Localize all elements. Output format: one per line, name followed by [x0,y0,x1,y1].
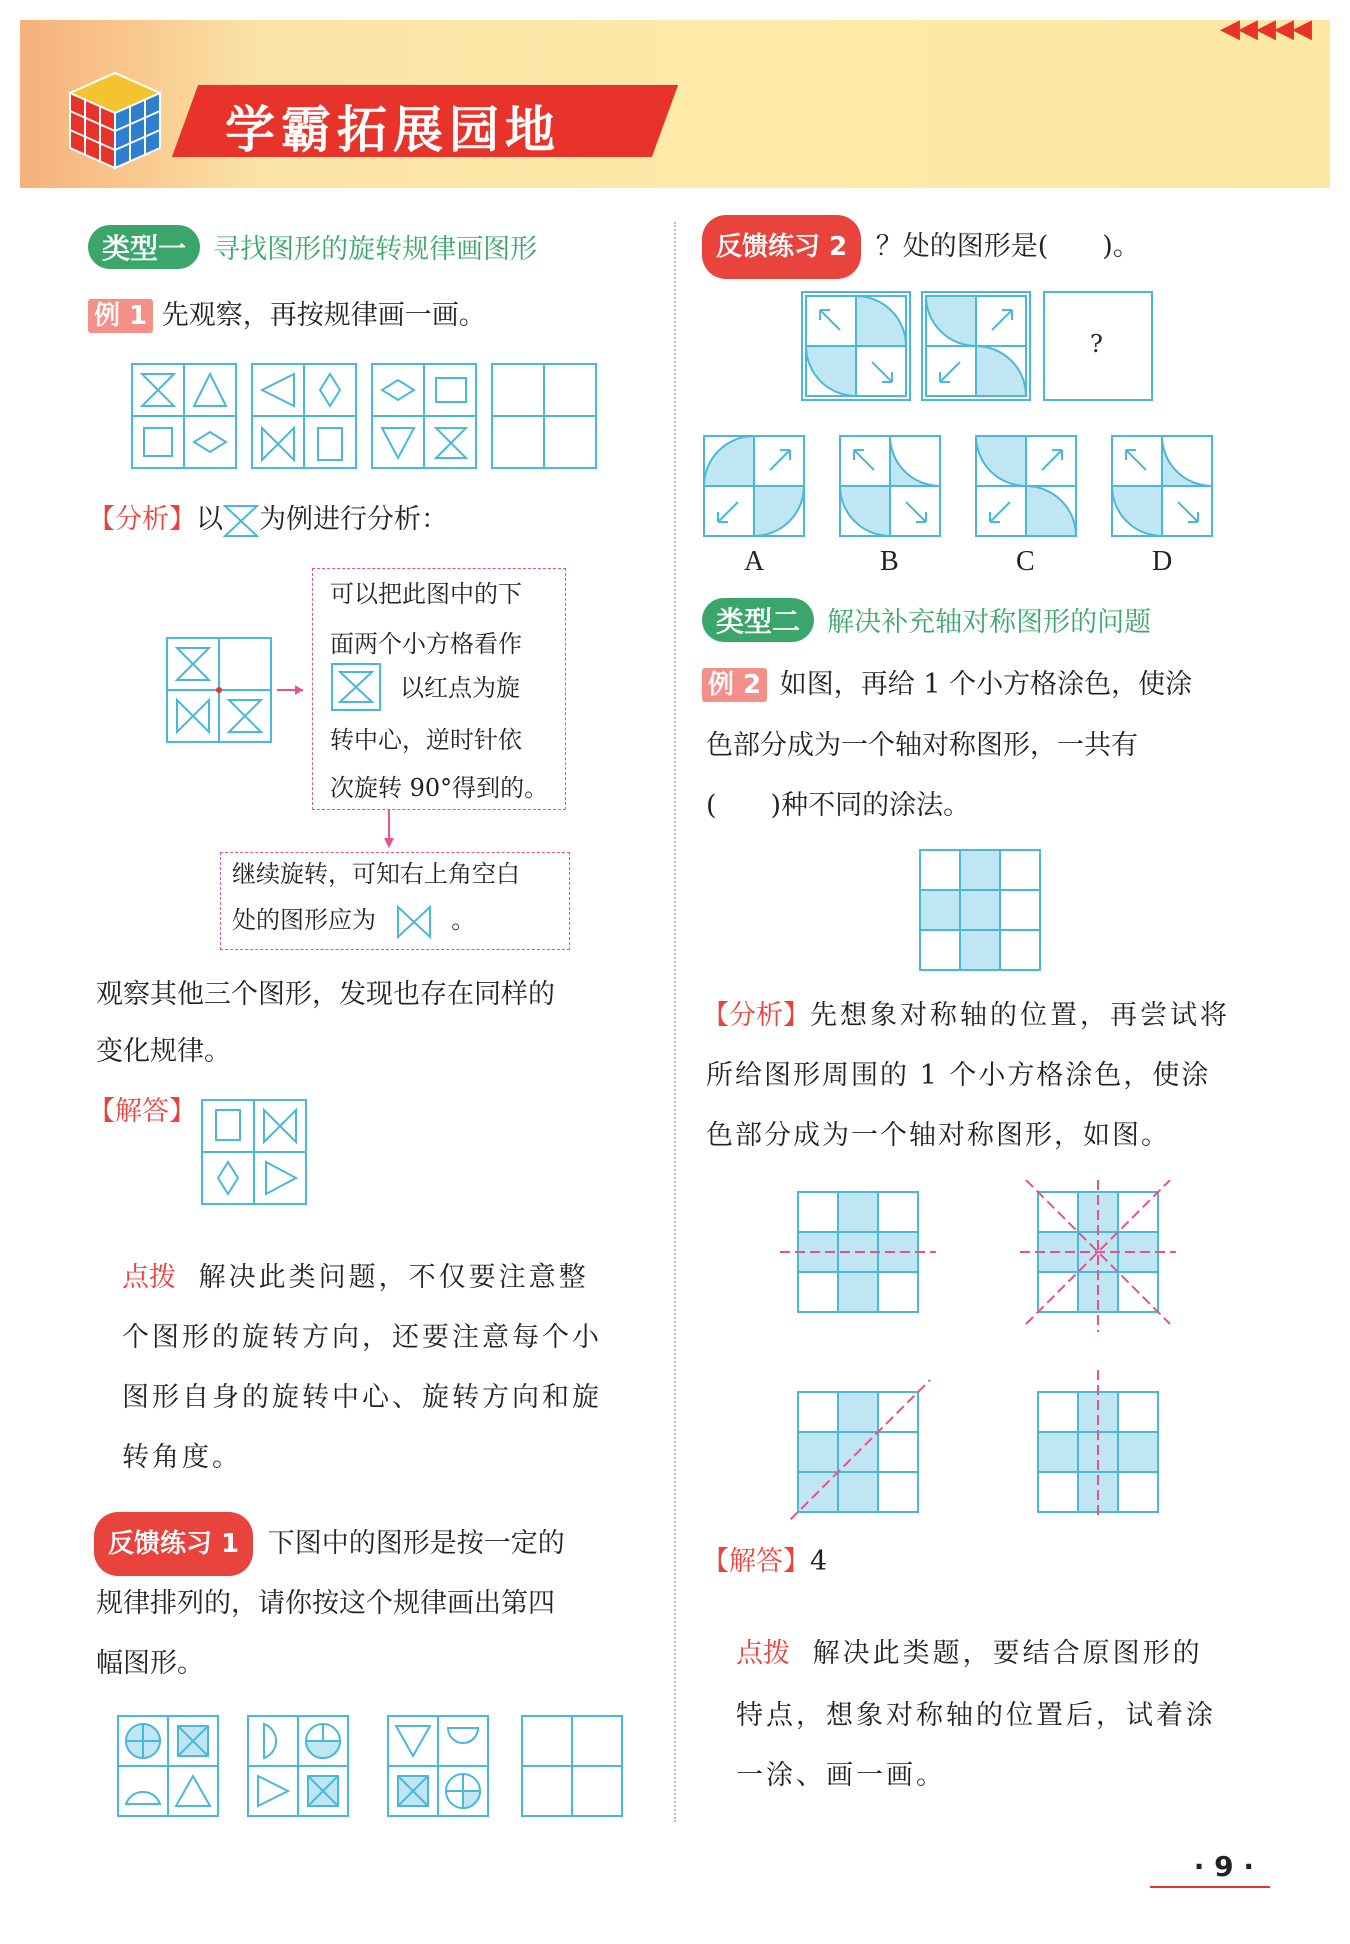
ex2-answer-line [702,1532,827,1592]
ex1-box1-line5: 次旋转 90°得到的。 [330,774,549,802]
ex2-symmetry-diagrams [780,1180,1200,1520]
ex1-badge: 例 1 [88,299,153,333]
ex2-answer: 4 [810,1546,828,1577]
ex2-badge: 例 2 [702,668,767,702]
ex2-analysis-text2: 所给图形周围的 1 个小方格涂色，使涂 [706,1060,1211,1091]
page-title: 学霸拓展园地 [225,101,561,159]
hourglass-square-icon [330,662,382,712]
tip1-text1: 解决此类问题，不仅要注意整 [198,1262,589,1293]
ex2-answer-label: 【解答】 [702,1546,810,1577]
fb2-badge: 反馈练习 2 [702,215,861,279]
rubik-cube-logo [60,68,170,178]
type1-badge: 类型一 [88,225,200,269]
ex1-box1-line4: 转中心，逆时针依 [330,726,522,754]
ex2-analysis-label: 【分析】 [702,1000,810,1031]
tip1-line3: 图形自身的旋转中心、旋转方向和旋 [122,1382,602,1413]
fb2-option-c: C [1016,546,1035,577]
tip2-text1: 解决此类题，要结合原图形的 [812,1638,1203,1669]
ex1-answer-label: 【解答】 [88,1096,196,1127]
ex1-box2-line2-wrap [232,898,475,942]
fb2-line [702,215,1140,279]
fb2-qmark: ? [1090,330,1103,358]
fb2-question: ？处的图形是( )。 [875,231,1140,262]
ex2-line1 [702,655,1192,715]
fb1-line1 [94,1512,565,1576]
page-number-underline [1150,1886,1270,1888]
ex1-question: 先观察，再按规律画一画。 [161,300,486,331]
bowtie-icon [394,903,434,941]
ex2-text2: 色部分成为一个轴对称图形，一共有 [706,730,1138,761]
fb2-option-d: D [1152,546,1173,577]
fb1-figure-row [116,1714,626,1820]
hourglass-icon [223,504,259,538]
ex1-analysis-pre: 以 [196,504,223,535]
ex1-analysis-post: 为例进行分析： [259,504,448,535]
ex1-box2-line1: 继续旋转，可知右上角空白 [232,860,520,888]
ex1-analysis-grid [165,636,310,746]
fb1-text1: 下图中的图形是按一定的 [267,1528,565,1559]
ex1-box1-line1: 可以把此图中的下 [330,580,522,608]
ex1-analysis-label: 【分析】 [88,504,196,535]
ex2-analysis-text3: 色部分成为一个轴对称图形，如图。 [706,1120,1170,1151]
tip2-label: 点拨 [736,1638,790,1669]
type2-heading [702,598,1151,642]
tip1-line2: 个图形的旋转方向，还要注意每个小 [122,1322,602,1353]
ex1-answer-grid [200,1098,308,1206]
ex1-analysis-line [88,490,448,550]
type1-heading [88,225,537,269]
ex1-note-line2: 变化规律。 [96,1036,231,1067]
ex1-box2-line2: 处的图形应为 [232,906,376,934]
fb1-line3: 幅图形。 [96,1648,204,1679]
ex1-box1-line3: 以红点为旋 [400,674,520,702]
ex1-note-line1: 观察其他三个图形，发现也存在同样的 [96,979,555,1010]
tip1-label: 点拨 [122,1262,176,1293]
fb1-badge: 反馈练习 1 [94,1512,253,1576]
type1-title: 寻找图形的旋转规律画图形 [213,234,538,265]
fb2-option-a: A [744,546,765,577]
type2-badge: 类型二 [702,598,814,642]
ex2-grid [918,848,1042,972]
ex2-text1: 如图，再给 1 个小方格涂色，使涂 [779,669,1193,700]
tip1-line4: 转角度。 [122,1442,242,1473]
type2-title: 解决补充轴对称图形的问题 [827,607,1152,638]
down-arrow-icon [382,810,396,850]
tip2-text3: 一涂、画一画。 [736,1760,946,1791]
ex1-box2-end: 。 [451,906,476,934]
ex1-box1-line2: 面两个小方格看作 [330,630,522,658]
fb2-option-b: B [880,546,899,577]
fb2-options [702,434,1222,544]
ex2-text3: ( )种不同的涂法。 [706,790,971,821]
column-divider [674,222,676,1822]
ex2-analysis-line1 [702,986,1230,1046]
page-number: · 9 · [1193,1850,1254,1883]
tip1-line1 [122,1248,589,1308]
tip2-line1 [736,1624,1203,1684]
fb1-line2: 规律排列的，请你按这个规律画出第四 [96,1588,555,1619]
header-arrows: ◀◀◀◀◀ [1220,14,1310,44]
ex1-question-line [88,286,486,346]
tip2-text2: 特点，想象对称轴的位置后，试着涂 [736,1700,1216,1731]
ex2-analysis-text1: 先想象对称轴的位置，再尝试将 [810,1000,1230,1031]
ex1-figure-row [130,362,610,472]
